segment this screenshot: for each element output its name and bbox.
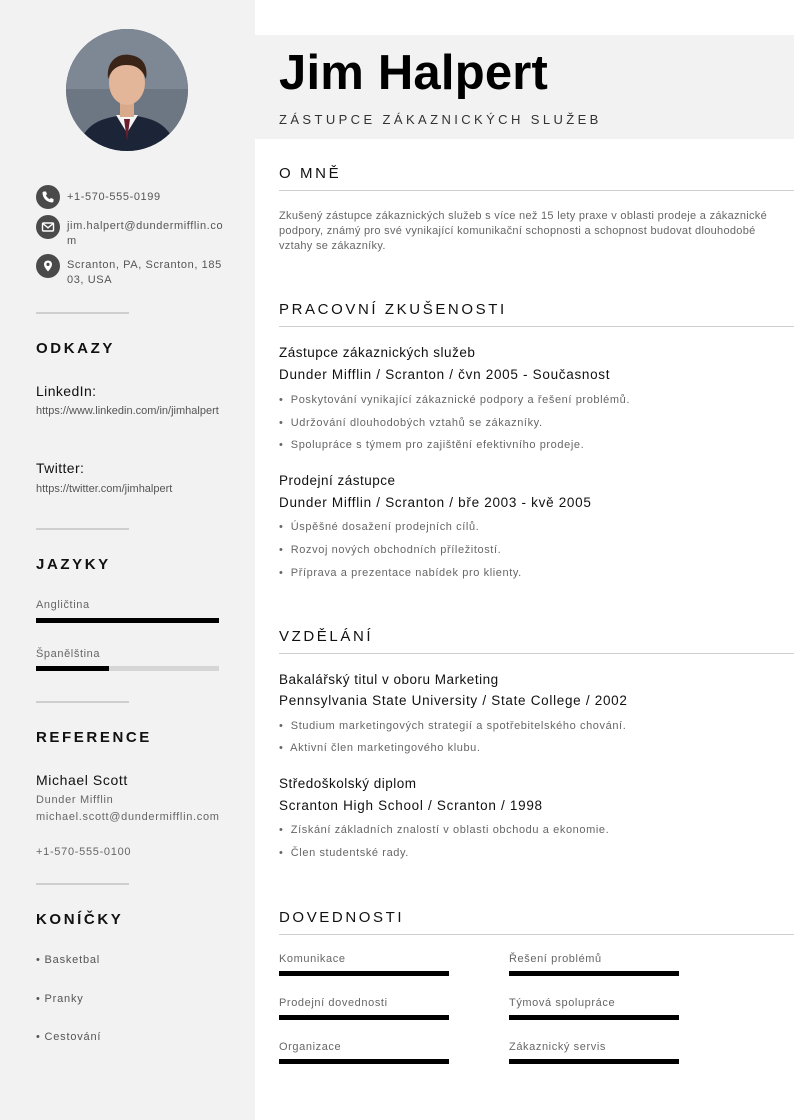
job-title: Zástupce zákaznických služeb — [279, 345, 476, 360]
education-title: Bakalářský titul v oboru Marketing — [279, 672, 499, 687]
education-meta: Pennsylvania State University / State College / 2002 — [279, 693, 628, 708]
section-rule — [279, 190, 794, 191]
email-text[interactable]: jim.halpert@dundermifflin.com — [67, 220, 224, 247]
job-title: Prodejní zástupce — [279, 473, 396, 488]
reference-heading: REFERENCE — [36, 729, 152, 746]
skill-name: Prodejní dovednosti — [279, 997, 388, 1009]
hobbies-heading: KONÍČKY — [36, 911, 124, 928]
skill-name: Zákaznický servis — [509, 1041, 606, 1053]
languages-heading: JAZYKY — [36, 556, 111, 573]
reference-email[interactable]: michael.scott@dundermifflin.com — [36, 811, 220, 823]
language-level-bar — [36, 666, 219, 671]
skill-level-bar — [509, 971, 679, 976]
job-bullet: • Příprava a prezentace nabídek pro klienty. — [279, 567, 522, 579]
hobby-label: Cestování — [44, 1031, 102, 1043]
skill-level-bar — [279, 1059, 449, 1064]
bullet-text: Spolupráce s týmem pro zajištění efektivního prodeje. — [290, 439, 585, 451]
bullet-text: Rozvoj nových obchodních příležitostí. — [290, 544, 502, 556]
twitter-link[interactable]: https://twitter.com/jimhalpert — [36, 483, 173, 495]
skill-level-fill — [279, 1059, 449, 1064]
education-bullet: • Aktivní člen marketingového klubu. — [279, 742, 481, 754]
education-bullet: • Člen studentské rady. — [279, 847, 409, 859]
bullet-text: Získání základních znalostí v oblasti obchodu a ekonomie. — [290, 824, 610, 836]
envelope-icon — [36, 215, 60, 239]
contact-phone — [36, 185, 227, 209]
bullet-text: Aktivní člen marketingového klubu. — [290, 742, 481, 754]
about-heading: O MNĚ — [279, 165, 342, 182]
reference-phone: +1-570-555-0100 — [36, 846, 132, 858]
bullet-text: Člen studentské rady. — [290, 847, 409, 859]
candidate-name: Jim Halpert — [279, 46, 549, 100]
language-level-bar — [36, 618, 219, 623]
education-heading: VZDĚLÁNÍ — [279, 628, 374, 645]
hobby-label: Pranky — [44, 993, 84, 1005]
hobby-item: • Pranky — [36, 993, 84, 1005]
job-bullet: • Poskytování vynikající zákaznické podpory a řešení problémů. — [279, 394, 631, 406]
skills-heading: DOVEDNOSTI — [279, 909, 405, 926]
skill-level-fill — [509, 1015, 679, 1020]
sidebar-divider — [36, 312, 129, 314]
language-level-fill — [36, 618, 219, 623]
phone-text: +1-570-555-0199 — [67, 191, 161, 203]
job-meta: Dunder Mifflin / Scranton / čvn 2005 - Současnost — [279, 367, 611, 382]
skill-name: Řešení problémů — [509, 953, 602, 965]
profile-photo — [66, 29, 188, 151]
sidebar-divider — [36, 528, 129, 530]
skill-level-bar — [509, 1015, 679, 1020]
skill-name: Týmová spolupráce — [509, 997, 616, 1009]
education-title: Středoškolský diplom — [279, 776, 417, 791]
job-bullet: • Rozvoj nových obchodních příležitostí. — [279, 544, 502, 556]
links-heading: ODKAZY — [36, 340, 115, 357]
language-level-fill — [36, 666, 109, 671]
job-bullet: • Úspěšné dosažení prodejních cílů. — [279, 521, 480, 533]
education-bullet: • Studium marketingových strategií a spotřebitelského chování. — [279, 720, 627, 732]
hobby-item: • Cestování — [36, 1031, 102, 1043]
skill-level-fill — [509, 971, 679, 976]
map-pin-icon — [36, 254, 60, 278]
sidebar-divider — [36, 701, 129, 703]
bullet-text: Poskytování vynikající zákaznické podpory a řešení problémů. — [290, 394, 631, 406]
language-name: Španělština — [36, 648, 101, 660]
hobby-item: • Basketbal — [36, 954, 101, 966]
section-rule — [279, 934, 794, 935]
linkedin-link[interactable]: https://www.linkedin.com/in/jimhalpert — [36, 405, 219, 417]
skill-name: Komunikace — [279, 953, 346, 965]
job-meta: Dunder Mifflin / Scranton / bře 2003 - kvě 2005 — [279, 495, 592, 510]
reference-company: Dunder Mifflin — [36, 794, 114, 806]
skill-level-bar — [279, 1015, 449, 1020]
section-rule — [279, 653, 794, 654]
job-bullet: • Udržování dlouhodobých vztahů se zákazníky. — [279, 417, 543, 429]
education-bullet: • Získání základních znalostí v oblasti obchodu a ekonomie. — [279, 824, 610, 836]
skill-level-fill — [509, 1059, 679, 1064]
education-meta: Scranton High School / Scranton / 1998 — [279, 798, 543, 813]
job-bullet: • Spolupráce s týmem pro zajištění efektivního prodeje. — [279, 439, 585, 451]
language-name: Angličtina — [36, 599, 90, 611]
contact-address — [36, 254, 227, 288]
address-text: Scranton, PA, Scranton, 18503, USA — [67, 259, 222, 286]
hobby-label: Basketbal — [44, 954, 101, 966]
contact-email — [36, 215, 227, 249]
bullet-text: Úspěšné dosažení prodejních cílů. — [290, 521, 480, 533]
sidebar-divider — [36, 883, 129, 885]
candidate-title: ZÁSTUPCE ZÁKAZNICKÝCH SLUŽEB — [279, 112, 602, 127]
about-text: Zkušený zástupce zákaznických služeb s více než 15 lety praxe v oblasti prodeje a zákaznické podpory, známý pro své vynikající komunikační schopnosti a schopnost budovat dlouhodobé vztahy se zákazníky. — [279, 210, 767, 252]
linkedin-label: LinkedIn: — [36, 383, 97, 399]
bullet-text: Studium marketingových strategií a spotřebitelského chování. — [290, 720, 627, 732]
experience-heading: PRACOVNÍ ZKUŠENOSTI — [279, 301, 507, 318]
sidebar — [0, 0, 255, 1120]
bullet-text: Udržování dlouhodobých vztahů se zákazníky. — [290, 417, 543, 429]
phone-icon — [36, 185, 60, 209]
skill-name: Organizace — [279, 1041, 342, 1053]
skill-level-bar — [279, 971, 449, 976]
skill-level-fill — [279, 971, 449, 976]
reference-name: Michael Scott — [36, 772, 128, 788]
twitter-label: Twitter: — [36, 460, 85, 476]
skill-level-fill — [279, 1015, 449, 1020]
skill-level-bar — [509, 1059, 679, 1064]
section-rule — [279, 326, 794, 327]
avatar — [66, 29, 188, 151]
bullet-text: Příprava a prezentace nabídek pro klienty. — [290, 567, 522, 579]
